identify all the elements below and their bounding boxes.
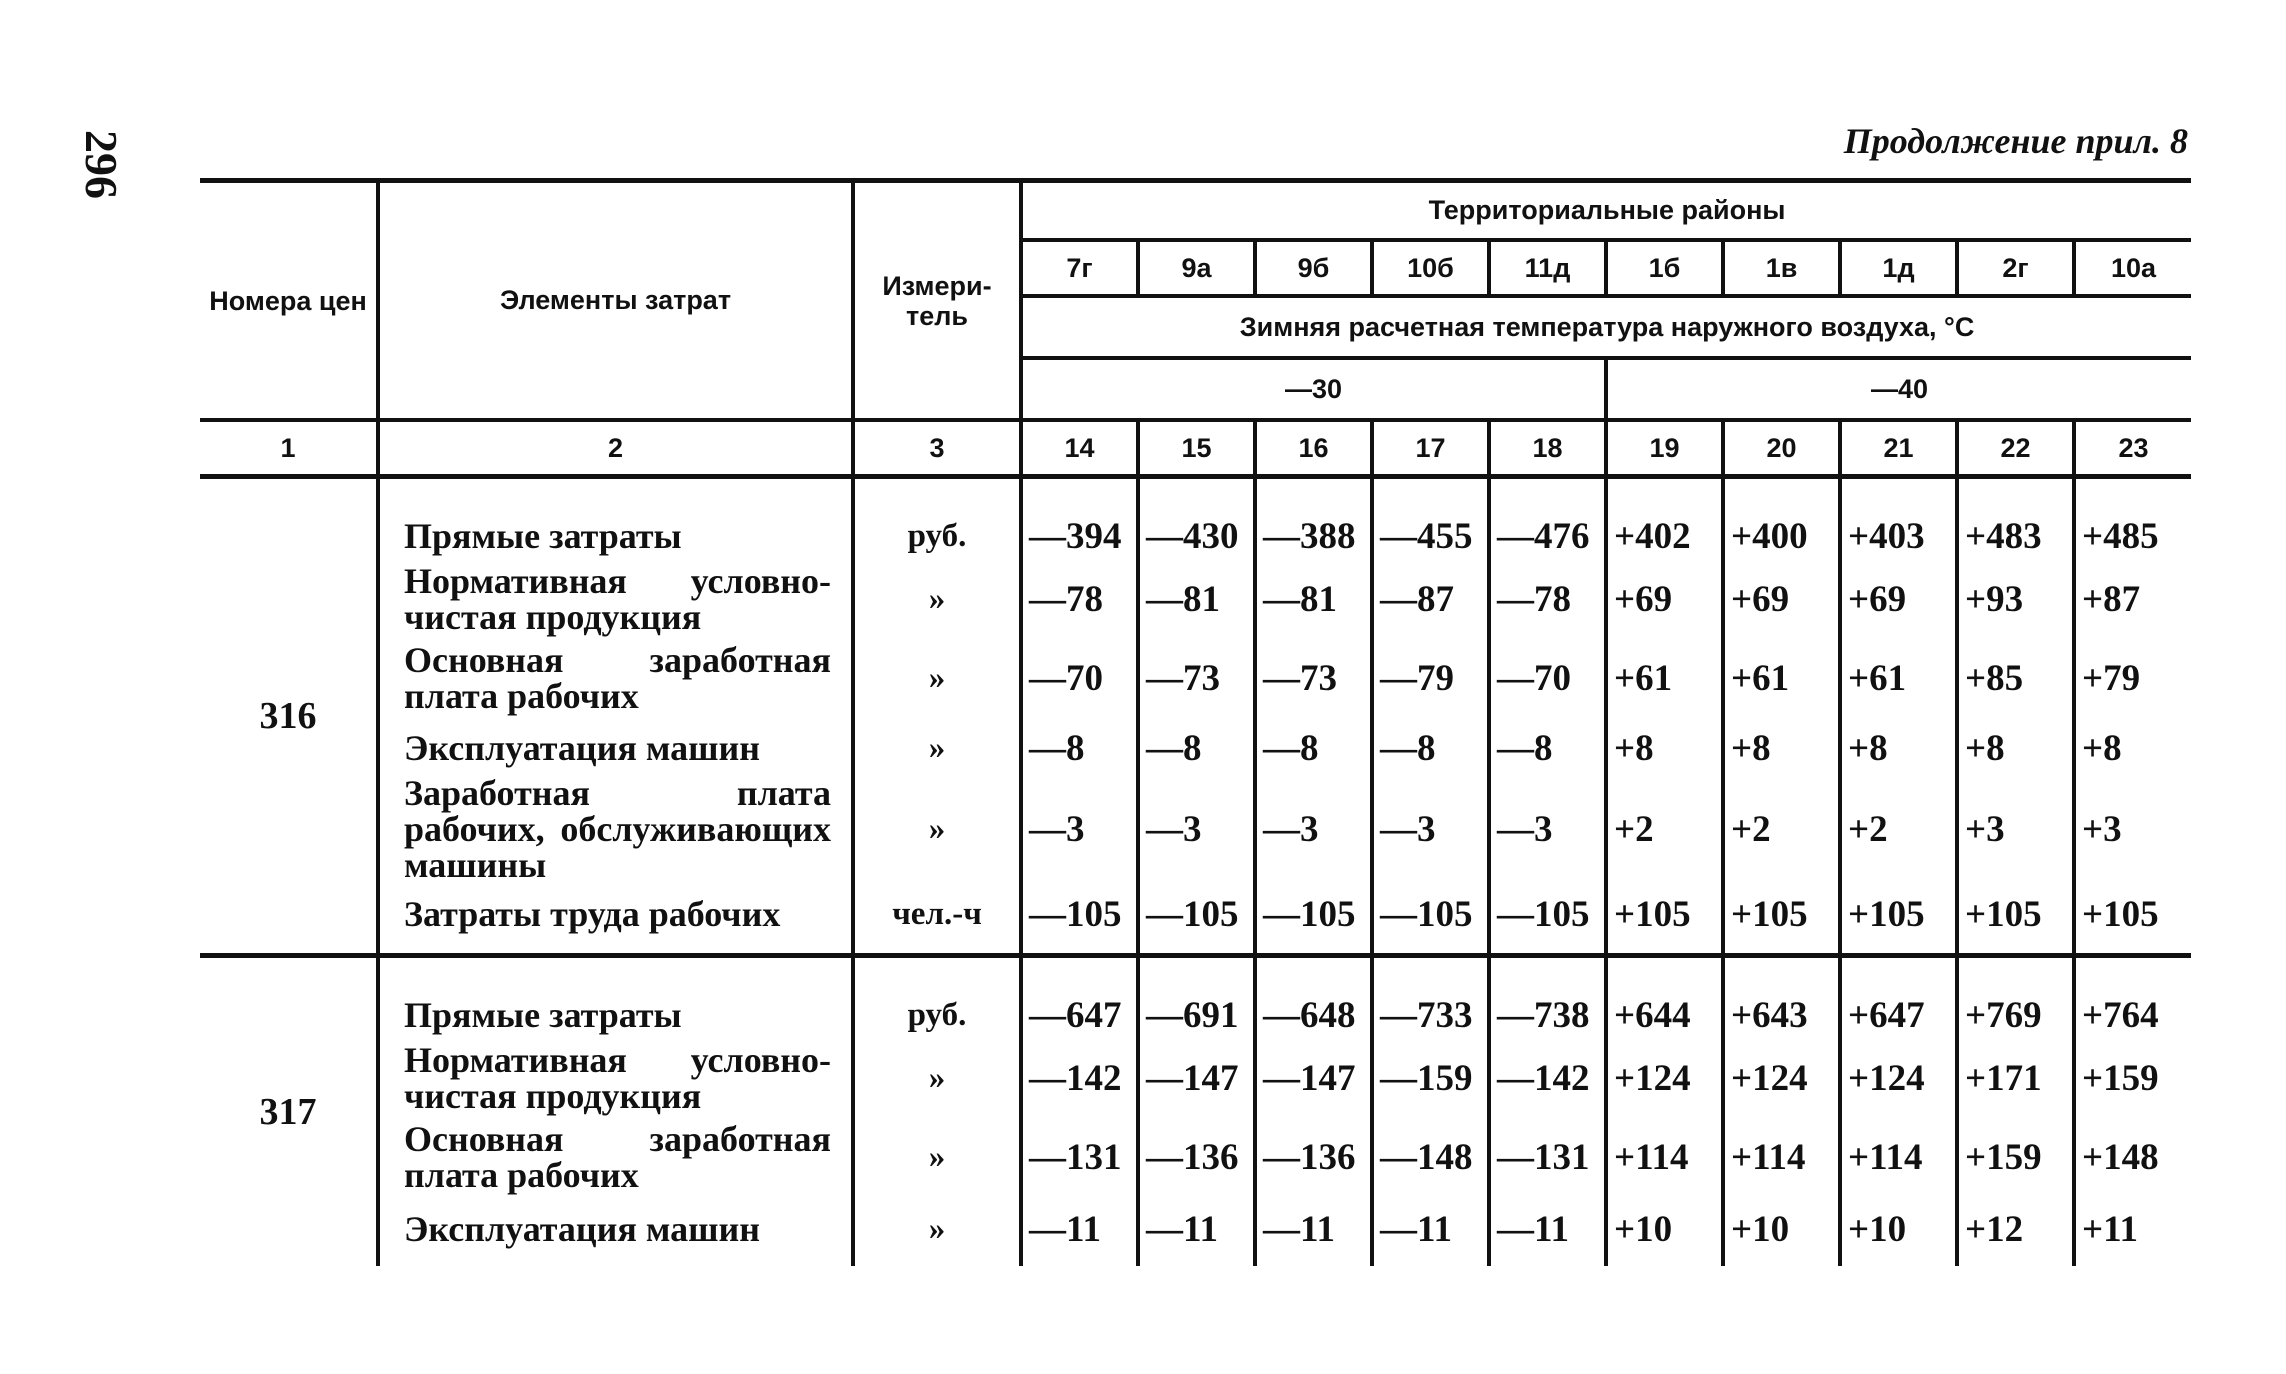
value-cell: +485 bbox=[2082, 515, 2159, 557]
value-cell: —648 bbox=[1255, 988, 1372, 1042]
column-number: 2 bbox=[378, 420, 853, 477]
value-cell: +148 bbox=[2082, 1136, 2159, 1178]
value-cell: +171 bbox=[1957, 1042, 2074, 1114]
header-elements: Элементы затрат bbox=[378, 181, 853, 421]
value-cell: —105 bbox=[1372, 883, 1489, 945]
value-cell: —11 bbox=[1489, 1200, 1606, 1258]
unit: чел.-ч bbox=[853, 883, 1021, 945]
value-cell: +403 bbox=[1840, 509, 1957, 563]
value-cell: —78 bbox=[1489, 563, 1606, 635]
value-cell: —8 bbox=[1255, 721, 1372, 775]
value-cell: —476 bbox=[1489, 509, 1606, 563]
value-cell: +114 bbox=[1723, 1114, 1840, 1200]
value-cell: —738 bbox=[1489, 988, 1606, 1042]
header-unit: Измери-тель bbox=[853, 181, 1021, 421]
value-cell: —105 bbox=[1489, 883, 1606, 945]
value-cell: +87 bbox=[2082, 578, 2141, 620]
header-row-districts-title bbox=[200, 181, 2191, 241]
value-cell: +647 bbox=[1840, 988, 1957, 1042]
table-row bbox=[200, 1042, 2191, 1114]
value-cell: —105 bbox=[1138, 883, 1255, 945]
value-cell: +93 bbox=[1957, 563, 2074, 635]
value-cell: —8 bbox=[1021, 721, 1138, 775]
unit: » bbox=[853, 721, 1021, 775]
price-number: 316 bbox=[200, 477, 378, 956]
value-cell: +10 bbox=[1723, 1200, 1840, 1258]
value-cell: +8 bbox=[2082, 727, 2122, 769]
column-number: 19 bbox=[1606, 420, 1723, 477]
header-temperature-title: Зимняя расчетная температура наружного воздуха, °С bbox=[1021, 296, 2191, 358]
header-row-column-numbers bbox=[200, 420, 2191, 477]
column-number: 22 bbox=[1957, 420, 2074, 477]
value-cell: +10 bbox=[1840, 1200, 1957, 1258]
value-cell: —131 bbox=[1489, 1114, 1606, 1200]
cost-element: Основная заработная плата рабочих bbox=[378, 635, 853, 721]
cost-element: Нормативная условно-чистая продукция bbox=[378, 1042, 853, 1114]
cost-element: Прямые затраты bbox=[378, 509, 853, 563]
header-districts-title: Территориальные районы bbox=[1021, 181, 2191, 241]
value-cell: —11 bbox=[1255, 1200, 1372, 1258]
value-cell: —136 bbox=[1138, 1114, 1255, 1200]
column-number: 15 bbox=[1138, 420, 1255, 477]
column-number: 20 bbox=[1723, 420, 1840, 477]
header-district: 1б bbox=[1606, 240, 1723, 296]
value-cell: +8 bbox=[1723, 721, 1840, 775]
value-cell: +79 bbox=[2082, 657, 2141, 699]
table-row bbox=[200, 988, 2191, 1042]
value-cell: +105 bbox=[1957, 883, 2074, 945]
value-cell: —73 bbox=[1255, 635, 1372, 721]
cost-element: Основная заработная плата рабочих bbox=[378, 1114, 853, 1200]
value-cell: —388 bbox=[1255, 509, 1372, 563]
column-number: 3 bbox=[853, 420, 1021, 477]
value-cell: —142 bbox=[1489, 1042, 1606, 1114]
value-cell: +8 bbox=[1957, 721, 2074, 775]
value-cell: +2 bbox=[1606, 775, 1723, 883]
value-cell: +69 bbox=[1840, 563, 1957, 635]
cost-element: Эксплуатация машин bbox=[378, 721, 853, 775]
value-cell: —394 bbox=[1021, 509, 1138, 563]
header-district: 9б bbox=[1255, 240, 1372, 296]
value-cell: +61 bbox=[1723, 635, 1840, 721]
header-district: 11д bbox=[1489, 240, 1606, 296]
value-cell: —8 bbox=[1489, 721, 1606, 775]
value-cell: —455 bbox=[1372, 509, 1489, 563]
value-cell: +61 bbox=[1840, 635, 1957, 721]
group-spacer bbox=[200, 477, 2191, 510]
header-district: 2г bbox=[1957, 240, 2074, 296]
value-cell: +483 bbox=[1957, 509, 2074, 563]
value-cell: +61 bbox=[1606, 635, 1723, 721]
value-cell: —8 bbox=[1138, 721, 1255, 775]
group-spacer bbox=[200, 956, 2191, 989]
value-cell: +124 bbox=[1723, 1042, 1840, 1114]
value-cell: +105 bbox=[1723, 883, 1840, 945]
unit: руб. bbox=[853, 509, 1021, 563]
continuation-caption: Продолжение прил. 8 bbox=[1843, 121, 2188, 161]
column-number: 21 bbox=[1840, 420, 1957, 477]
value-cell: —142 bbox=[1021, 1042, 1138, 1114]
group-gap bbox=[200, 1258, 2191, 1266]
value-cell: —647 bbox=[1021, 988, 1138, 1042]
value-cell: +85 bbox=[1957, 635, 2074, 721]
column-number: 1 bbox=[200, 420, 378, 477]
table-row bbox=[200, 1114, 2191, 1200]
table-row bbox=[200, 1200, 2191, 1258]
value-cell: —81 bbox=[1255, 563, 1372, 635]
value-cell: —3 bbox=[1372, 775, 1489, 883]
value-cell: —136 bbox=[1255, 1114, 1372, 1200]
value-cell: +3 bbox=[1957, 775, 2074, 883]
value-cell: +2 bbox=[1723, 775, 1840, 883]
unit: руб. bbox=[853, 988, 1021, 1042]
value-cell: —131 bbox=[1021, 1114, 1138, 1200]
header-district: 10а bbox=[2074, 240, 2191, 296]
price-number: 317 bbox=[200, 956, 378, 1267]
value-cell: —3 bbox=[1021, 775, 1138, 883]
value-cell: +400 bbox=[1723, 509, 1840, 563]
value-cell: —70 bbox=[1021, 635, 1138, 721]
value-cell: +2 bbox=[1840, 775, 1957, 883]
value-cell: +69 bbox=[1606, 563, 1723, 635]
header-district: 1в bbox=[1723, 240, 1840, 296]
value-cell: +3 bbox=[2082, 808, 2122, 850]
cost-element: Эксплуатация машин bbox=[378, 1200, 853, 1258]
value-cell: —105 bbox=[1021, 883, 1138, 945]
value-cell: +764 bbox=[2082, 994, 2159, 1036]
value-cell: +114 bbox=[1840, 1114, 1957, 1200]
value-cell: —733 bbox=[1372, 988, 1489, 1042]
column-number: 14 bbox=[1021, 420, 1138, 477]
header-district: 7г bbox=[1021, 240, 1138, 296]
value-cell: —3 bbox=[1489, 775, 1606, 883]
value-cell: +159 bbox=[2082, 1057, 2159, 1099]
table-row bbox=[200, 775, 2191, 883]
value-cell: +643 bbox=[1723, 988, 1840, 1042]
table-row bbox=[200, 635, 2191, 721]
header-district: 9а bbox=[1138, 240, 1255, 296]
cost-element: Нормативная условно-чистая продукция bbox=[378, 563, 853, 635]
value-cell: —691 bbox=[1138, 988, 1255, 1042]
unit: » bbox=[853, 775, 1021, 883]
table-row bbox=[200, 509, 2191, 563]
value-cell: —11 bbox=[1021, 1200, 1138, 1258]
value-cell: +114 bbox=[1606, 1114, 1723, 1200]
value-cell: —147 bbox=[1138, 1042, 1255, 1114]
header-price-numbers: Номера цен bbox=[200, 181, 378, 421]
value-cell: +69 bbox=[1723, 563, 1840, 635]
value-cell: +8 bbox=[1606, 721, 1723, 775]
value-cell: —73 bbox=[1138, 635, 1255, 721]
value-cell: —3 bbox=[1255, 775, 1372, 883]
value-cell: +124 bbox=[1606, 1042, 1723, 1114]
cost-element: Прямые затраты bbox=[378, 988, 853, 1042]
column-number: 18 bbox=[1489, 420, 1606, 477]
unit: » bbox=[853, 1114, 1021, 1200]
group-gap bbox=[200, 945, 2191, 956]
header-district: 10б bbox=[1372, 240, 1489, 296]
unit: » bbox=[853, 1042, 1021, 1114]
cost-table bbox=[200, 178, 2191, 1266]
cost-element: Затраты труда рабочих bbox=[378, 883, 853, 945]
table-row bbox=[200, 563, 2191, 635]
value-cell: —87 bbox=[1372, 563, 1489, 635]
column-number: 23 bbox=[2074, 420, 2191, 477]
value-cell: —8 bbox=[1372, 721, 1489, 775]
column-number: 16 bbox=[1255, 420, 1372, 477]
value-cell: +105 bbox=[2082, 893, 2159, 935]
page-number: 296 bbox=[76, 130, 127, 199]
value-cell: +124 bbox=[1840, 1042, 1957, 1114]
value-cell: +644 bbox=[1606, 988, 1723, 1042]
value-cell: +105 bbox=[1840, 883, 1957, 945]
value-cell: —11 bbox=[1138, 1200, 1255, 1258]
header-temperature-value: —30 bbox=[1021, 358, 1606, 420]
unit: » bbox=[853, 563, 1021, 635]
column-number: 17 bbox=[1372, 420, 1489, 477]
value-cell: +10 bbox=[1606, 1200, 1723, 1258]
unit: » bbox=[853, 1200, 1021, 1258]
value-cell: —105 bbox=[1255, 883, 1372, 945]
value-cell: —79 bbox=[1372, 635, 1489, 721]
value-cell: +159 bbox=[1957, 1114, 2074, 1200]
value-cell: —148 bbox=[1372, 1114, 1489, 1200]
value-cell: —147 bbox=[1255, 1042, 1372, 1114]
value-cell: —70 bbox=[1489, 635, 1606, 721]
value-cell: +12 bbox=[1957, 1200, 2074, 1258]
value-cell: —3 bbox=[1138, 775, 1255, 883]
value-cell: —81 bbox=[1138, 563, 1255, 635]
cost-element: Заработная плата рабочих, обслуживающих машины bbox=[378, 775, 853, 883]
value-cell: —159 bbox=[1372, 1042, 1489, 1114]
value-cell: +769 bbox=[1957, 988, 2074, 1042]
table-row bbox=[200, 721, 2191, 775]
table-row bbox=[200, 883, 2191, 945]
header-temperature-value: —40 bbox=[1606, 358, 2191, 420]
unit: » bbox=[853, 635, 1021, 721]
value-cell: +11 bbox=[2082, 1208, 2139, 1250]
value-cell: —78 bbox=[1021, 563, 1138, 635]
header-district: 1д bbox=[1840, 240, 1957, 296]
value-cell: +8 bbox=[1840, 721, 1957, 775]
value-cell: +402 bbox=[1606, 509, 1723, 563]
value-cell: +105 bbox=[1606, 883, 1723, 945]
value-cell: —430 bbox=[1138, 509, 1255, 563]
value-cell: —11 bbox=[1372, 1200, 1489, 1258]
